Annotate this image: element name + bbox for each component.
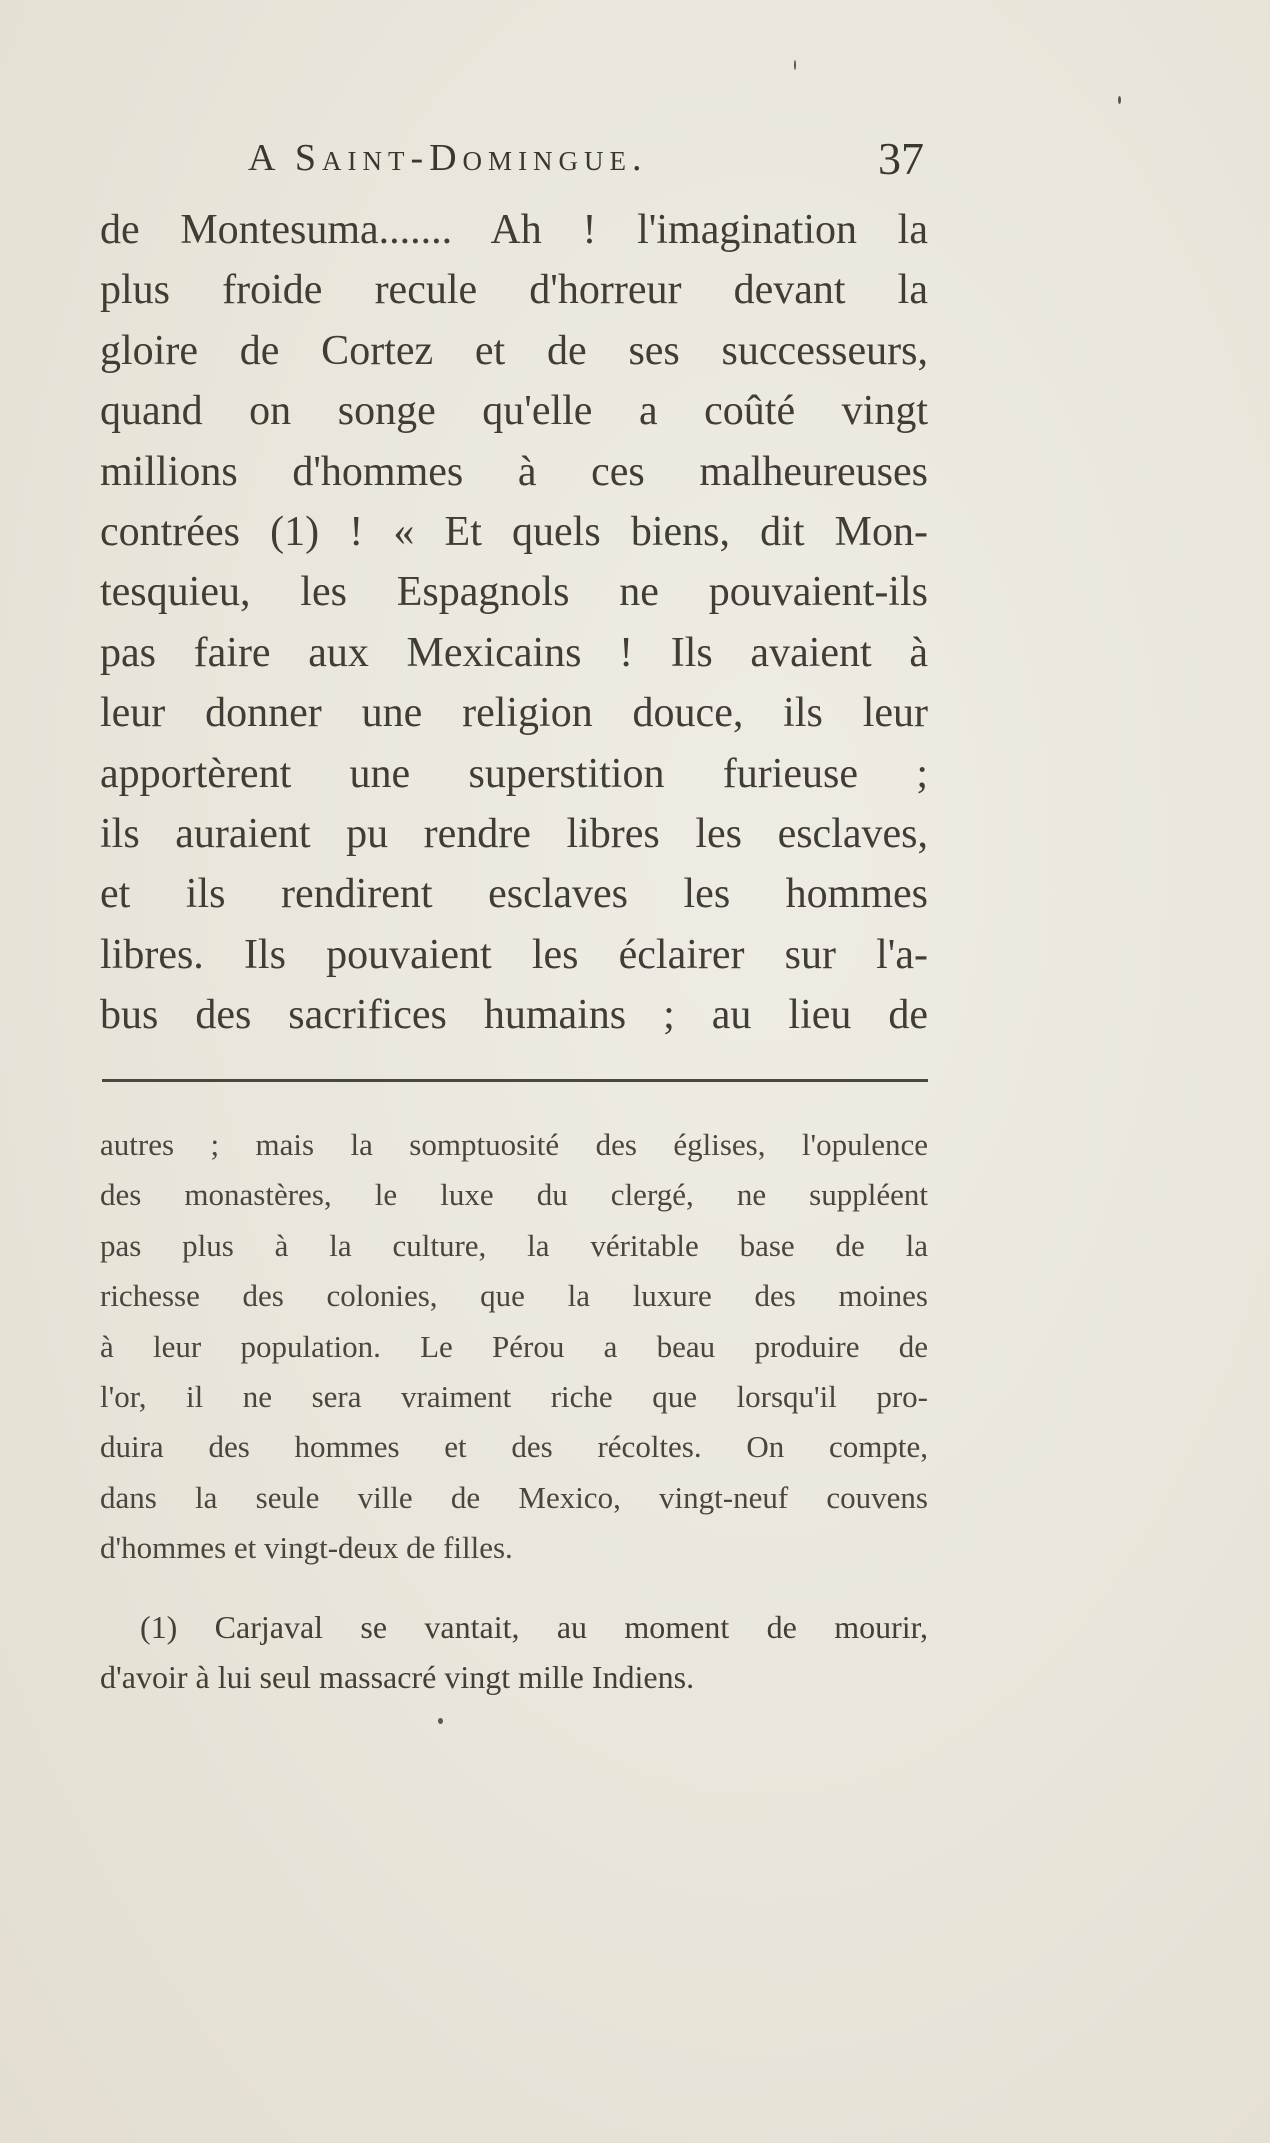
text-line: leur donner une religion douce, ils leur — [100, 690, 928, 737]
text-line: ils auraient pu rendre libres les esclaves, — [100, 810, 928, 857]
footnote-divider — [102, 1079, 928, 1082]
footnote-line: pas plus à la culture, la véritable base de la — [100, 1227, 928, 1263]
main-text — [100, 200, 928, 1045]
footnote-continued — [100, 1120, 928, 1574]
paper-speck — [794, 60, 796, 70]
footnote-line: à leur population. Le Pérou a beau produire de — [100, 1328, 928, 1364]
footnote-line: autres ; mais la somptuosité des églises, l'opulence — [100, 1127, 928, 1162]
footnote-line: des monastères, le luxe du clergé, ne suppléent — [100, 1177, 928, 1213]
text-line: tesquieu, les Espagnols ne pouvaient-ils — [100, 569, 928, 616]
text-line: millions d'hommes à ces malheureuses — [100, 448, 928, 495]
footnote-1 — [100, 1602, 928, 1703]
page-header — [248, 132, 924, 182]
text-line: contrées (1) ! « Et quels biens, dit Mon- — [100, 508, 928, 555]
text-line: gloire de Cortez et de ses successeurs, — [100, 327, 928, 374]
text-line: pas faire aux Mexicains ! Ils avaient à — [100, 629, 928, 676]
text-line: bus des sacrifices humains ; au lieu de — [100, 992, 928, 1039]
paper-speck — [1118, 96, 1121, 104]
footnote-line: dans la seule ville de Mexico, vingt-neuf couvens — [100, 1479, 928, 1515]
text-line: quand on songe qu'elle a coûté vingt — [100, 388, 928, 435]
text-line: plus froide recule d'horreur devant la — [100, 267, 928, 314]
paper-speck — [438, 1718, 443, 1724]
footnote-line: (1) Carjaval se vantait, au moment de mourir, — [140, 1609, 928, 1645]
footnote-line: l'or, il ne sera vraiment riche que lorsqu'il pro- — [100, 1378, 928, 1414]
text-line: libres. Ils pouvaient les éclairer sur l'a- — [100, 931, 928, 978]
footnote-line: richesse des colonies, que la luxure des moines — [100, 1278, 928, 1314]
text-line: de Montesuma....... Ah ! l'imagination la — [100, 207, 928, 253]
text-line: apportèrent une superstition furieuse ; — [100, 750, 928, 797]
footnote-line: duira des hommes et des récoltes. On compte, — [100, 1429, 928, 1465]
running-head: A Saint-Domingue. — [248, 137, 648, 179]
page-number: 37 — [878, 133, 924, 184]
footnote-line: d'hommes et vingt-deux de filles. — [100, 1530, 513, 1566]
text-line: et ils rendirent esclaves les hommes — [100, 871, 928, 918]
footnote-line: d'avoir à lui seul massacré vingt mille Indiens. — [100, 1659, 695, 1696]
